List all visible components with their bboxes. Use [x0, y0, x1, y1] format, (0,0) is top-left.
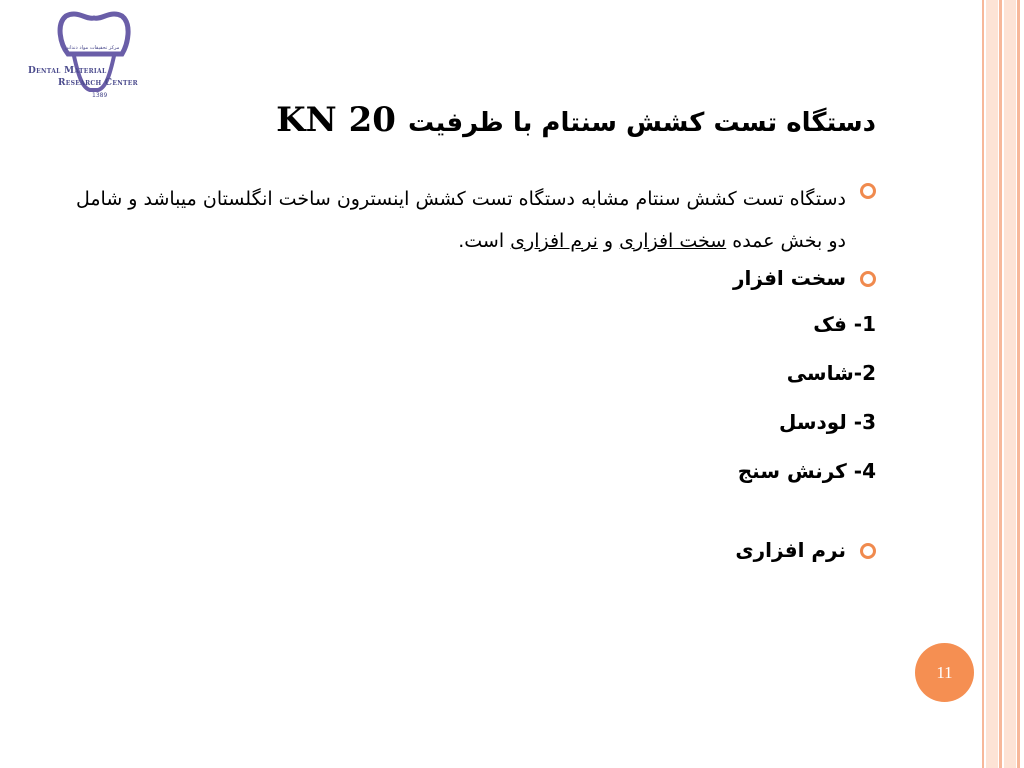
slide-title-capacity: 20 KN — [276, 100, 396, 140]
list-item: 3- لودسل — [778, 410, 876, 434]
logo-year: 1389 — [92, 92, 108, 99]
intro-bullet — [56, 178, 876, 262]
bullet-circle-icon — [860, 271, 876, 287]
slide-content — [56, 186, 876, 562]
logo-persian-caption: مرکز تحقیقات مواد دندانی — [64, 45, 120, 51]
intro-paragraph — [56, 178, 846, 262]
bullet-circle-icon — [860, 543, 876, 559]
logo-line2: Research Center — [58, 78, 138, 88]
software-bullet — [56, 538, 876, 562]
logo-line1: Dental Material — [28, 66, 107, 76]
hardware-bullet — [56, 266, 876, 290]
intro-end: است. — [458, 230, 511, 252]
slide-title-text: دستگاه تست کشش سنتام با ظرفیت — [407, 108, 876, 138]
dental-material-research-center-logo — [28, 10, 160, 108]
intro-text: دستگاه تست کشش سنتام مشابه دستگاه تست کشش اینسترون ساخت انگلستان میباشد و شامل دو بخش عمده — [75, 188, 846, 252]
list-item: 4- کرنش سنج — [737, 459, 876, 483]
list-item: 1- فک — [813, 312, 876, 336]
hardware-link: سخت افزاری — [619, 230, 727, 252]
intro-and: و — [597, 230, 620, 252]
decorative-side-stripes — [980, 0, 1024, 768]
hardware-list — [56, 300, 876, 496]
slide-title — [276, 100, 876, 140]
page-number-badge: 11 — [915, 643, 974, 702]
bullet-circle-icon — [860, 183, 876, 199]
list-item: 2-شاسی — [786, 361, 876, 385]
hardware-heading: سخت افزار — [733, 266, 846, 290]
software-link: نرم افزاری — [510, 230, 598, 252]
software-heading: نرم افزاری — [735, 538, 846, 562]
